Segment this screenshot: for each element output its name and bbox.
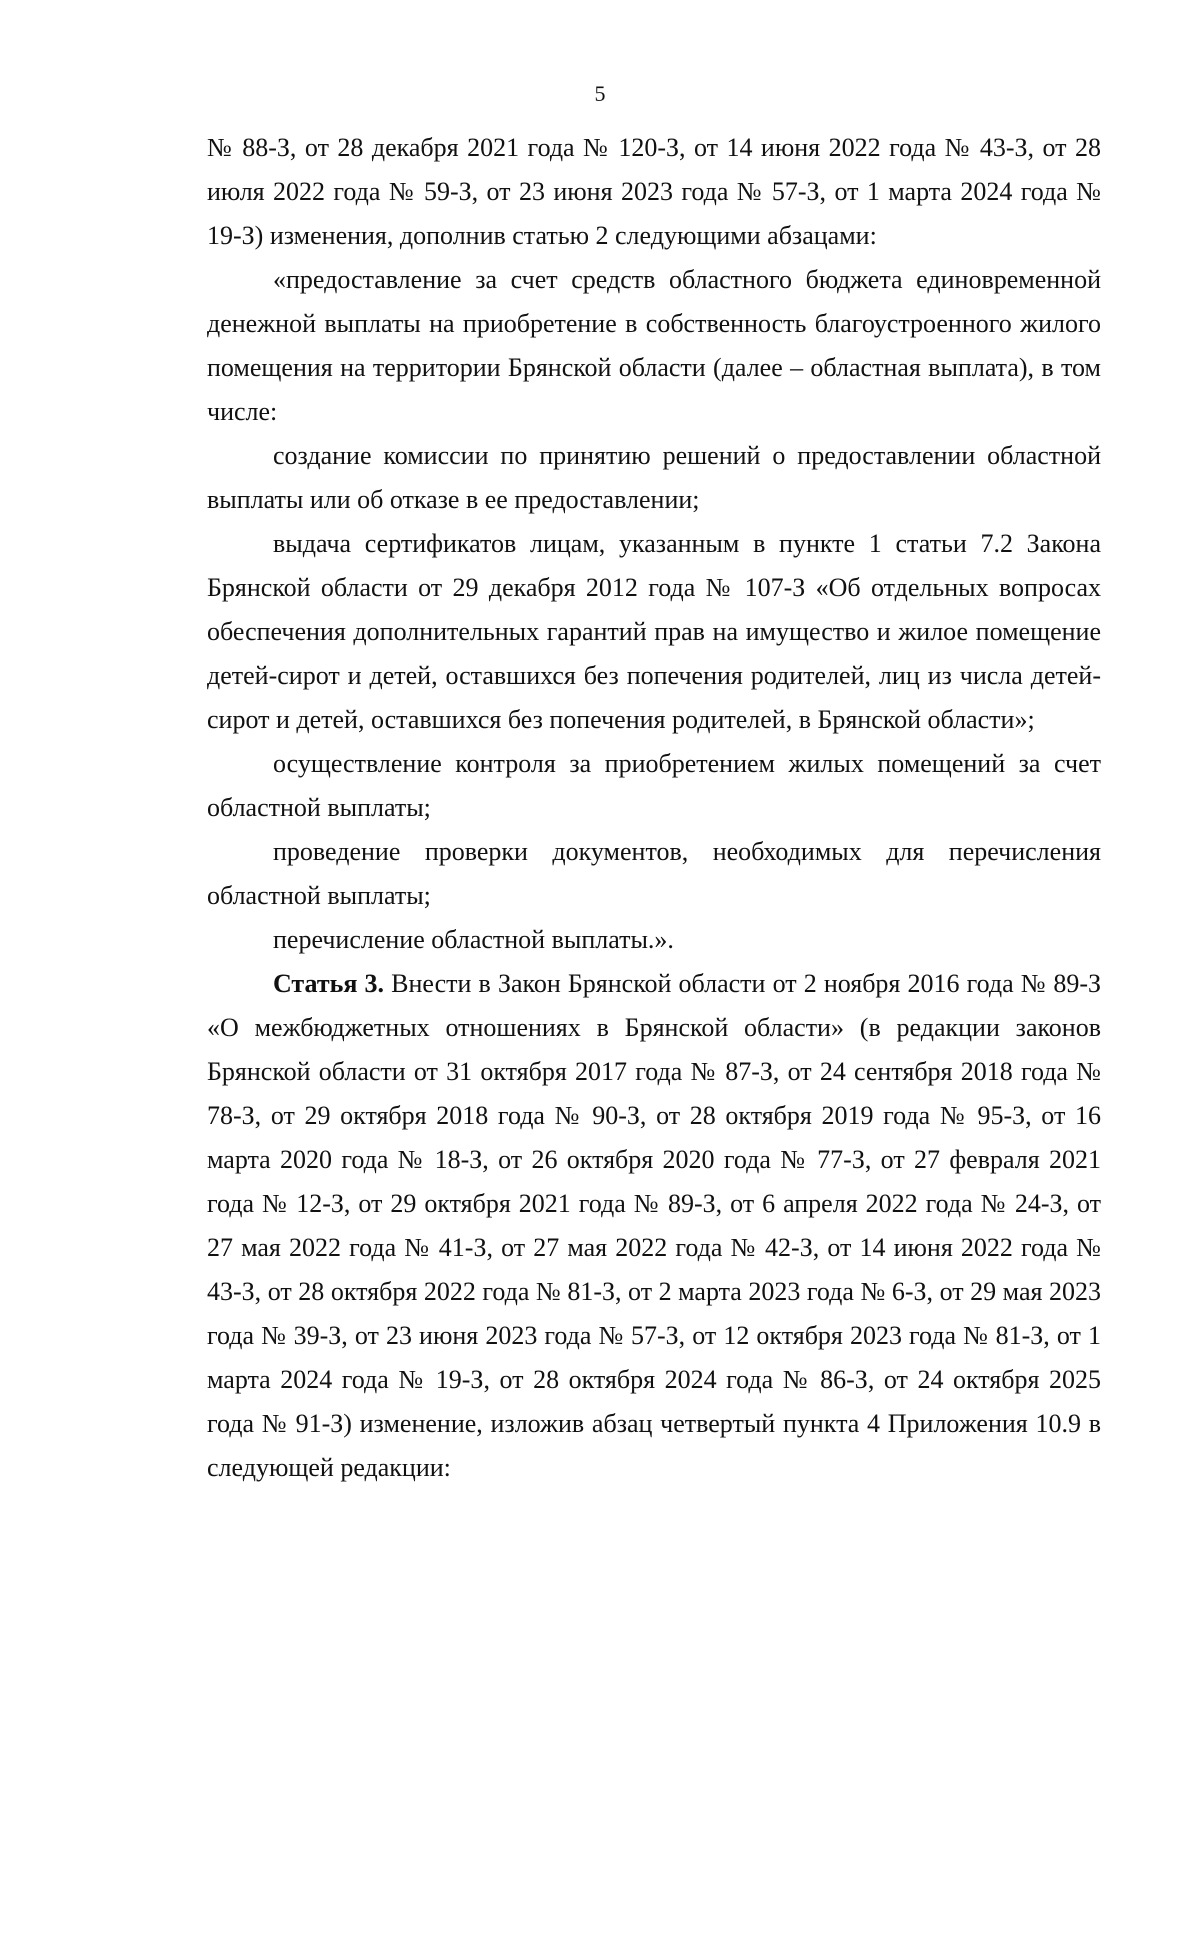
paragraph-continuation: № 88-З, от 28 декабря 2021 года № 120-З, от 14 июня 2022 года № 43-З, от 28 июля 2022 года № 59-З, от 23 июня 2023 года № 57-З, от 1 марта 2024 года № 19-З) изменения, дополнив статью 2 следующими абзацами: [207,133,1101,250]
paragraph-document-check: проведение проверки документов, необходимых для перечисления областной выплаты; [207,837,1101,910]
page-number: 5 [594,81,606,106]
paragraph-provision-payment: «предоставление за счет средств областного бюджета единовременной денежной выплаты на приобретение в собственность благоустроенного жилого помещения на территории Брянской области (далее – областная выплата), в том числе: [207,265,1101,426]
paragraph-certificates: выдача сертификатов лицам, указанным в пункте 1 статьи 7.2 Закона Брянской области от 29 декабря 2012 года № 107-З «Об отдельных вопросах обеспечения дополнительных гарантий прав на имущество и жилое помещение детей-сирот и детей, оставшихся без попечения родителей, лиц из числа детей-сирот и детей, оставшихся без попечения родителей, в Брянской области»; [207,529,1101,734]
article-3-text: Внести в Закон Брянской области от 2 ноября 2016 года № 89-З «О межбюджетных отношениях в Брянской области» (в редакции законов Брянской области от 31 октября 2017 года № 87-З, от 24 сентября 2018 года № 78-З, от 29 октября 2018 года № 90-З, от 28 октября 2019 года № 95-З, от 16 марта 2020 года № 18-З, от 26 октября 2020 года № 77-З, от 27 февраля 2021 года № 12-З, от 29 октября 2021 года № 89-З, от 6 апреля 2022 года № 24-З, от 27 мая 2022 года № 41-З, от 27 мая 2022 года № 42-З, от 14 июня 2022 года № 43-З, от 28 октября 2022 года № 81-З, от 2 марта 2023 года № 6-З, от 29 мая 2023 года № 39-З, от 23 июня 2023 года № 57-З, от 12 октября 2023 года № 81-З, от 1 марта 2024 года № 19-З, от 28 октября 2024 года № 86-З, от 24 октября 2025 года № 91-З) изменение, изложив абзац четвертый пункта 4 Приложения 10.9 в следующей редакции: [207,969,1102,1482]
paragraph-commission: создание комиссии по принятию решений о предоставлении областной выплаты или об отказе в ее предоставлении; [207,441,1101,514]
paragraph-transfer: перечисление областной выплаты.». [273,925,674,954]
article-3-paragraph [207,962,1101,1490]
paragraph-control: осуществление контроля за приобретением жилых помещений за счет областной выплаты; [207,749,1101,822]
document-body [207,126,1101,1490]
article-3-heading: Статья 3. [273,969,385,998]
